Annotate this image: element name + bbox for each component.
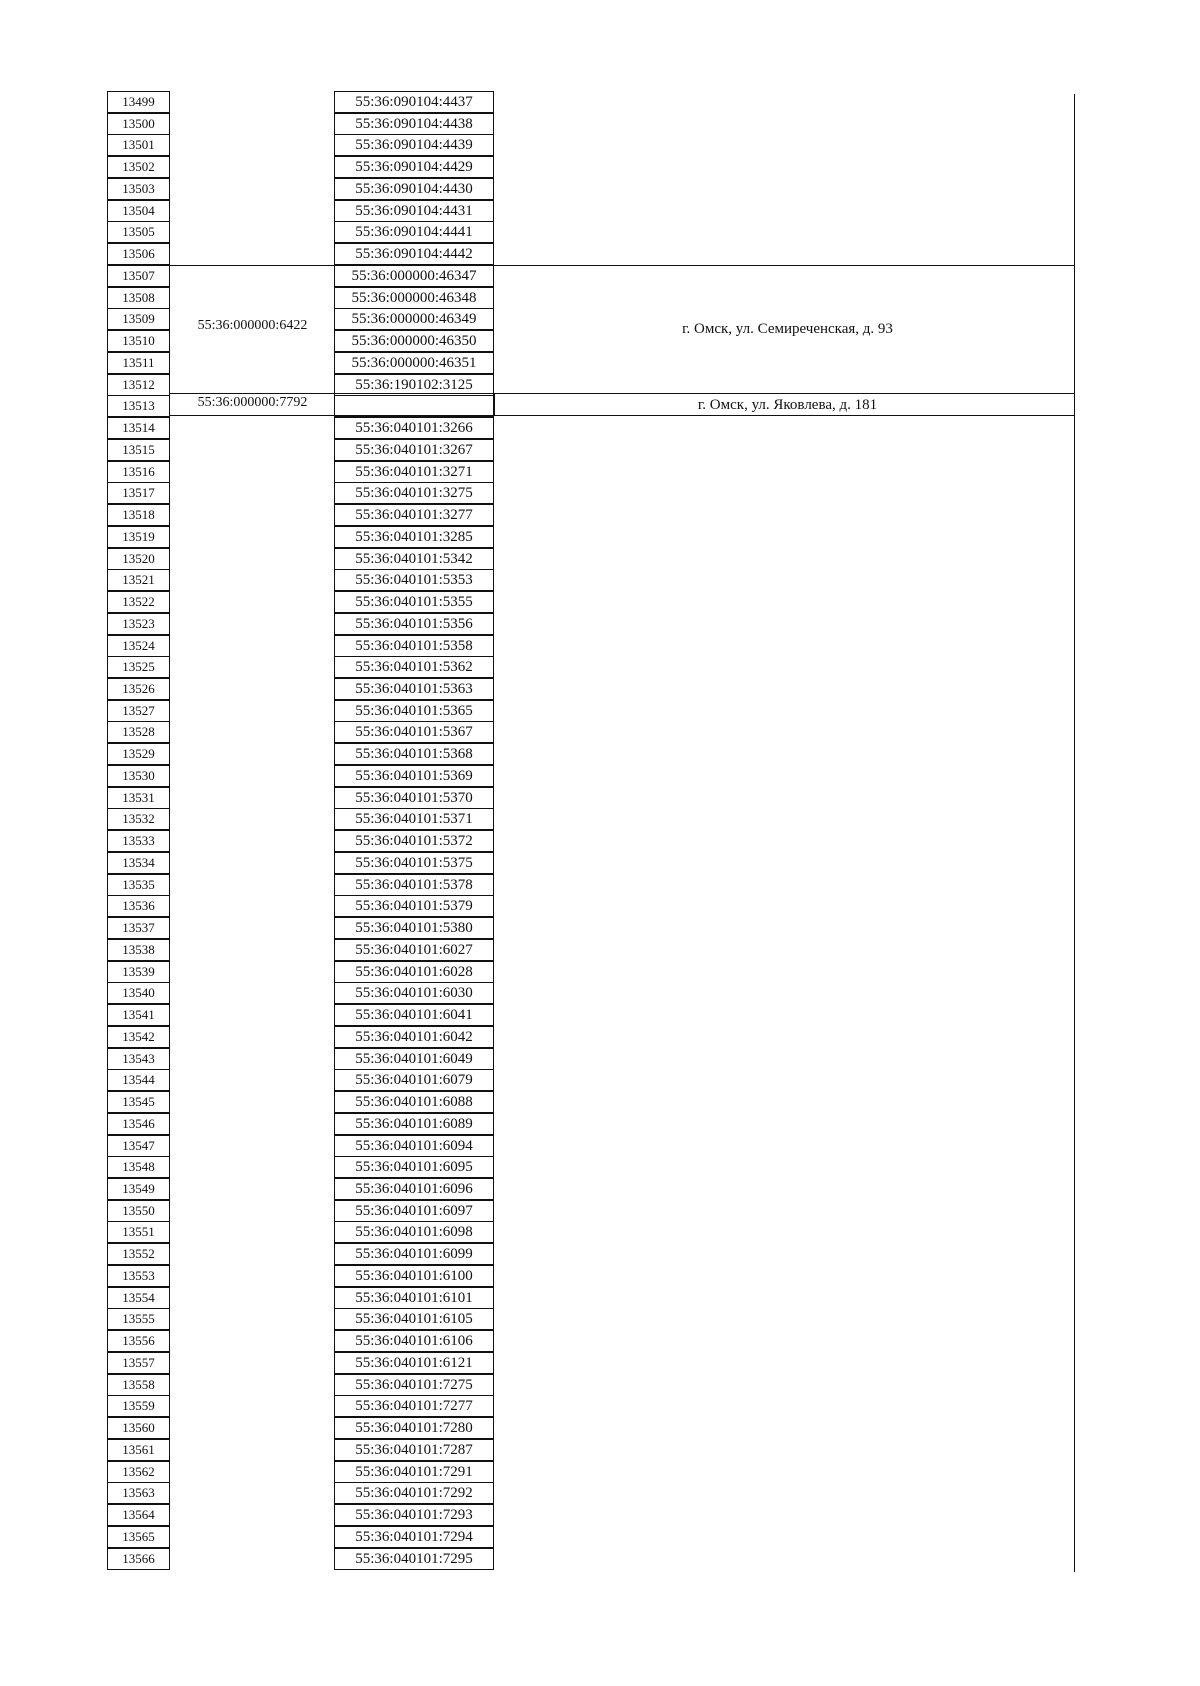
row-number: 13536 [107, 895, 170, 917]
row-number: 13517 [107, 482, 170, 504]
parent-cadastral-number: 55:36:000000:6422 [197, 318, 308, 333]
cadastral-number: 55:36:040101:5379 [334, 895, 494, 917]
row-number: 13510 [107, 330, 170, 352]
cadastral-number: 55:36:040101:5355 [334, 591, 494, 613]
cadastral-number: 55:36:090104:4429 [334, 156, 494, 178]
group-divider-bottom [170, 415, 1074, 416]
cadastral-number: 55:36:040101:5378 [334, 874, 494, 896]
cadastral-number: 55:36:040101:3275 [334, 482, 494, 504]
cadastral-number: 55:36:040101:5380 [334, 917, 494, 939]
row-number: 13529 [107, 743, 170, 765]
cadastral-number: 55:36:040101:6049 [334, 1048, 494, 1070]
cadastral-number: 55:36:040101:7292 [334, 1482, 494, 1504]
cadastral-number: 55:36:040101:6105 [334, 1308, 494, 1330]
cadastral-number: 55:36:000000:46349 [334, 308, 494, 330]
cadastral-number: 55:36:000000:46351 [334, 352, 494, 374]
row-number: 13555 [107, 1308, 170, 1330]
row-number: 13519 [107, 526, 170, 548]
row-number: 13539 [107, 961, 170, 983]
row-number: 13532 [107, 808, 170, 830]
cadastral-number: 55:36:090104:4431 [334, 200, 494, 222]
row-number: 13507 [107, 265, 170, 287]
cadastral-number: 55:36:040101:7277 [334, 1395, 494, 1417]
cadastral-number: 55:36:040101:6088 [334, 1091, 494, 1113]
row-number: 13534 [107, 852, 170, 874]
row-number: 13562 [107, 1461, 170, 1483]
cadastral-number: 55:36:040101:6094 [334, 1135, 494, 1157]
cadastral-number: 55:36:090104:4430 [334, 178, 494, 200]
row-number: 13558 [107, 1374, 170, 1396]
row-number: 13560 [107, 1417, 170, 1439]
row-number: 13565 [107, 1526, 170, 1548]
cadastral-number: 55:36:090104:4439 [334, 134, 494, 156]
row-number: 13527 [107, 700, 170, 722]
cadastral-number: 55:36:040101:6106 [334, 1330, 494, 1352]
cadastral-number: 55:36:040101:5369 [334, 765, 494, 787]
address: г. Омск, ул. Семиреченская, д. 93 [682, 321, 893, 337]
row-number: 13554 [107, 1287, 170, 1309]
row-number: 13501 [107, 134, 170, 156]
cadastral-number: 55:36:040101:7295 [334, 1548, 494, 1570]
row-number: 13559 [107, 1395, 170, 1417]
cadastral-number: 55:36:000000:46348 [334, 287, 494, 309]
row-number: 13531 [107, 787, 170, 809]
row-number: 13504 [107, 200, 170, 222]
row-number: 13533 [107, 830, 170, 852]
row-number: 13551 [107, 1221, 170, 1243]
cadastral-number: 55:36:090104:4437 [334, 91, 494, 113]
row-number: 13512 [107, 374, 170, 396]
row-number: 13514 [107, 417, 170, 439]
cadastral-number: 55:36:090104:4442 [334, 243, 494, 265]
cadastral-number: 55:36:040101:7293 [334, 1504, 494, 1526]
cadastral-number: 55:36:040101:5365 [334, 700, 494, 722]
row-number: 13525 [107, 656, 170, 678]
cadastral-number: 55:36:040101:5372 [334, 830, 494, 852]
cadastral-number: 55:36:040101:6089 [334, 1113, 494, 1135]
row-number: 13556 [107, 1330, 170, 1352]
row-number: 13540 [107, 982, 170, 1004]
row-number: 13543 [107, 1048, 170, 1070]
row-number: 13521 [107, 569, 170, 591]
cadastral-number [334, 395, 494, 417]
row-number: 13526 [107, 678, 170, 700]
cadastral-number: 55:36:040101:6079 [334, 1069, 494, 1091]
row-number: 13505 [107, 221, 170, 243]
cadastral-number: 55:36:040101:6098 [334, 1221, 494, 1243]
row-number: 13530 [107, 765, 170, 787]
row-number: 13545 [107, 1091, 170, 1113]
row-number: 13520 [107, 548, 170, 570]
row-number: 13549 [107, 1178, 170, 1200]
cadastral-number: 55:36:040101:5362 [334, 656, 494, 678]
cadastral-number: 55:36:040101:6096 [334, 1178, 494, 1200]
cadastral-number: 55:36:040101:7294 [334, 1526, 494, 1548]
cadastral-number: 55:36:040101:3285 [334, 526, 494, 548]
row-number: 13500 [107, 113, 170, 135]
cadastral-number: 55:36:040101:7291 [334, 1461, 494, 1483]
row-number: 13541 [107, 1004, 170, 1026]
address-cell-left-border [494, 393, 495, 415]
row-number: 13544 [107, 1069, 170, 1091]
row-number: 13537 [107, 917, 170, 939]
cadastral-number: 55:36:040101:6100 [334, 1265, 494, 1287]
cadastral-number: 55:36:040101:5367 [334, 721, 494, 743]
table-right-border [1074, 94, 1075, 1572]
row-number: 13535 [107, 874, 170, 896]
cadastral-number: 55:36:040101:5358 [334, 635, 494, 657]
row-number: 13547 [107, 1135, 170, 1157]
row-number: 13513 [107, 395, 170, 417]
row-number: 13499 [107, 91, 170, 113]
cadastral-number: 55:36:040101:5370 [334, 787, 494, 809]
cadastral-number: 55:36:040101:5371 [334, 808, 494, 830]
cadastral-number: 55:36:040101:5353 [334, 569, 494, 591]
row-number: 13538 [107, 939, 170, 961]
cadastral-number: 55:36:040101:6042 [334, 1026, 494, 1048]
cadastral-number: 55:36:040101:7280 [334, 1417, 494, 1439]
row-number: 13503 [107, 178, 170, 200]
cadastral-number: 55:36:040101:3271 [334, 461, 494, 483]
row-number: 13563 [107, 1482, 170, 1504]
cadastral-number: 55:36:040101:6099 [334, 1243, 494, 1265]
cadastral-number: 55:36:040101:5363 [334, 678, 494, 700]
row-number: 13553 [107, 1265, 170, 1287]
cadastral-number: 55:36:000000:46350 [334, 330, 494, 352]
row-number: 13522 [107, 591, 170, 613]
cadastral-number: 55:36:040101:6121 [334, 1352, 494, 1374]
parent-cadastral-number: 55:36:000000:7792 [197, 395, 308, 410]
row-number: 13518 [107, 504, 170, 526]
row-number: 13566 [107, 1548, 170, 1570]
cadastral-number: 55:36:040101:6030 [334, 982, 494, 1004]
row-number: 13557 [107, 1352, 170, 1374]
row-number: 13542 [107, 1026, 170, 1048]
row-number: 13502 [107, 156, 170, 178]
row-number: 13528 [107, 721, 170, 743]
row-number: 13552 [107, 1243, 170, 1265]
cadastral-number: 55:36:040101:6027 [334, 939, 494, 961]
row-number: 13546 [107, 1113, 170, 1135]
row-number: 13548 [107, 1156, 170, 1178]
row-number: 13564 [107, 1504, 170, 1526]
row-number: 13550 [107, 1200, 170, 1222]
row-number: 13509 [107, 308, 170, 330]
row-number: 13506 [107, 243, 170, 265]
row-number: 13511 [107, 352, 170, 374]
row-number: 13523 [107, 613, 170, 635]
cadastral-number: 55:36:040101:6041 [334, 1004, 494, 1026]
row-number: 13561 [107, 1439, 170, 1461]
address: г. Омск, ул. Яковлева, д. 181 [697, 397, 878, 413]
cadastral-number: 55:36:040101:6097 [334, 1200, 494, 1222]
cadastral-number: 55:36:090104:4438 [334, 113, 494, 135]
row-number: 13515 [107, 439, 170, 461]
cadastral-number: 55:36:090104:4441 [334, 221, 494, 243]
cadastral-number: 55:36:000000:46347 [334, 265, 494, 287]
cadastral-number: 55:36:040101:5342 [334, 548, 494, 570]
cadastral-number: 55:36:040101:7287 [334, 1439, 494, 1461]
cadastral-number: 55:36:040101:6095 [334, 1156, 494, 1178]
row-number: 13508 [107, 287, 170, 309]
cadastral-number: 55:36:040101:6101 [334, 1287, 494, 1309]
cadastral-number: 55:36:040101:5368 [334, 743, 494, 765]
cadastral-number: 55:36:040101:5375 [334, 852, 494, 874]
cadastral-number: 55:36:040101:7275 [334, 1374, 494, 1396]
cadastral-number: 55:36:040101:3266 [334, 417, 494, 439]
cadastral-number: 55:36:040101:3267 [334, 439, 494, 461]
group-divider-top [170, 265, 1074, 266]
cadastral-number: 55:36:040101:3277 [334, 504, 494, 526]
row-number: 13524 [107, 635, 170, 657]
cadastral-number: 55:36:040101:6028 [334, 961, 494, 983]
cadastral-number: 55:36:190102:3125 [334, 374, 494, 396]
row-number: 13516 [107, 461, 170, 483]
cadastral-number: 55:36:040101:5356 [334, 613, 494, 635]
